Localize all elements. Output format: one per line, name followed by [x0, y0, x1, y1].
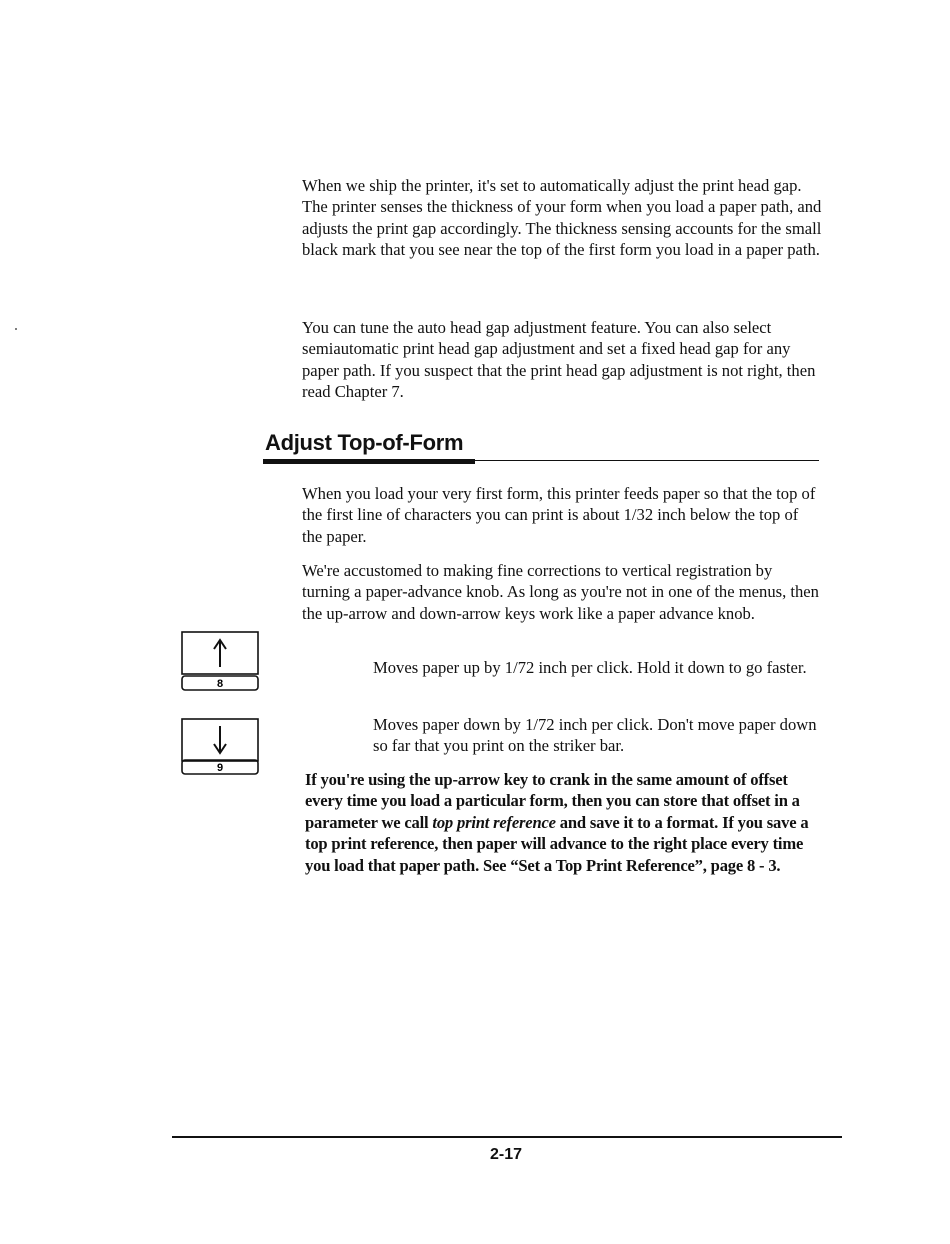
tof-intro-paragraph: When you load your very first form, this printer feeds paper so that the top of the first line of characters you can print is about 1/32 inch below the top of the paper. [302, 484, 816, 546]
offset-text-part2: and save it to a format. If you save a top print reference, then paper will advance to the right place every time you load that paper path. See “Set a Top Print Reference”, page 8 - 3. [305, 812, 809, 875]
up-key-description: Moves paper up by 1/72 inch per click. Hold it down to go faster. [373, 658, 807, 677]
up-arrow-key-icon [180, 627, 262, 693]
offset-text-part1: If you're using the up-arrow key to crank in the same amount of offset every time you load a particular form, then you can store that offset in a parameter we call [305, 770, 800, 832]
gap-tune-paragraph: You can tune the auto head gap adjustment feature. You can also select semiautomatic print head gap adjustment and set a fixed head gap for any paper path. If you suspect that the print head gap adjustment is not right, then read Chapter 7. [302, 318, 816, 402]
section-heading: Adjust Top-of-Form [265, 430, 464, 455]
gap-intro-paragraph: When we ship the printer, it's set to automatically adjust the print head gap. The printer senses the thickness of your form when you load a paper path, and adjusts the print gap accordingly. The thickness sensing accounts for the small black mark that you see near the top of the first form you load in a paper path. [302, 176, 822, 260]
down-key-description: Moves paper down by 1/72 inch per click. Don't move paper down so far that you print on the striker bar. [373, 715, 817, 756]
tof-knob-paragraph: We're accustomed to making fine corrections to vertical registration by turning a paper-advance knob. As long as you're not in one of the menus, then the up-arrow and down-arrow keys work like a paper advance knob. [302, 561, 819, 623]
down-key-number: 9 [216, 762, 224, 774]
scan-speck [15, 328, 17, 330]
page-number: 2-17 [490, 1146, 523, 1163]
top-print-reference-term: top print reference [432, 812, 556, 832]
up-key-number: 8 [216, 678, 224, 690]
down-arrow-key-icon [180, 716, 262, 782]
heading-rule-thick [263, 459, 475, 464]
offset-paragraph [305, 769, 825, 876]
footer-rule [172, 1136, 842, 1138]
